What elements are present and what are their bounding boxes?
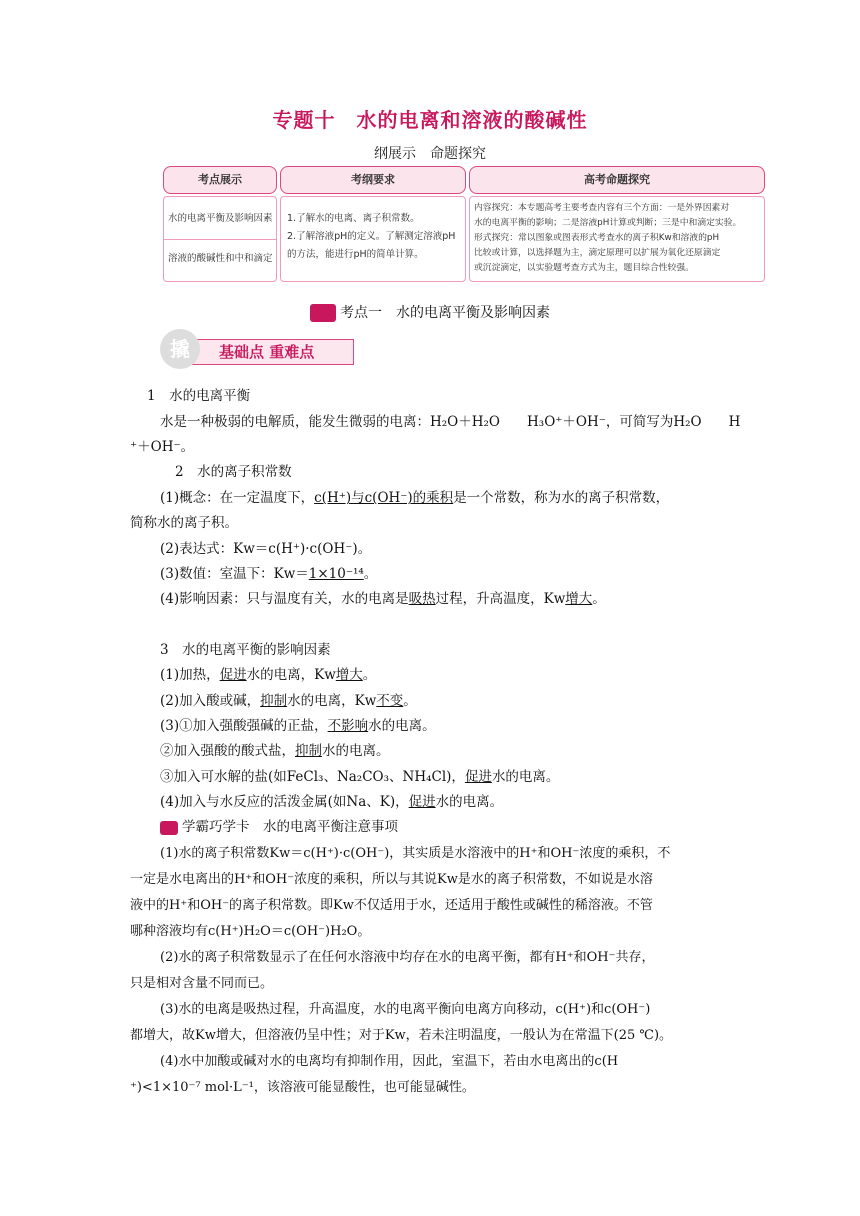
paragraph-line: (3)水的电离是吸热过程，升高温度，水的电离平衡向电离方向移动，c(H⁺)和c(OH⁻)	[160, 1002, 651, 1017]
table-text: 比较或计算，以选择题为主，滴定原理可以扩展为氧化还原滴定	[474, 248, 721, 258]
answer-underline: 促进	[408, 794, 436, 810]
text: 过程，升高温度，Kw	[435, 591, 566, 607]
text: 水的电离。	[491, 769, 560, 785]
table-cell-r1: 水的电离平衡及影响因素	[168, 213, 273, 224]
paragraph-line: (1)水的离子积常数Kw＝c(H⁺)·c(OH⁻)，其实质是水溶液中的H⁺和OH⁻浓度的乘积，不	[160, 846, 671, 861]
answer-underline: 增大	[335, 667, 363, 683]
section-badge	[160, 329, 360, 369]
table-col-kaogang	[280, 196, 466, 282]
paragraph-line	[160, 714, 436, 734]
kaodian-heading	[0, 302, 860, 322]
answer-underline: 抑制	[295, 743, 322, 759]
text: (3)①加入强酸强碱的正盐，	[160, 718, 328, 734]
paragraph-line	[160, 587, 606, 607]
table-text: 1.了解水的电离、离子积常数。	[287, 213, 420, 224]
paragraph-line: 哪种溶液均有c(H⁺)H₂O＝c(OH⁻)H₂O。	[130, 924, 371, 939]
answer-underline: 不变	[376, 693, 404, 709]
text: ③加入可水解的盐(如FeCl₃、Na₂CO₃、NH₄Cl)，	[160, 769, 465, 785]
text: 。	[403, 693, 417, 709]
table-text: 的方法，能进行pH的简单计算。	[287, 249, 424, 260]
answer-underline: 增大	[565, 591, 593, 607]
tip-heading	[160, 815, 398, 835]
table-col-kaodian	[163, 196, 277, 282]
paragraph-line: 简称水的离子积。	[130, 515, 238, 531]
answer-underline: 抑制	[260, 693, 288, 709]
table-header-kaogang: 考纲要求	[280, 166, 466, 194]
text: (1)概念：在一定温度下，	[160, 490, 315, 506]
table-header-tanjiu: 高考命题探究	[469, 166, 765, 194]
paragraph-line	[160, 739, 390, 759]
badge-label: 基础点 重难点	[188, 339, 354, 365]
paragraph-line: ⁺＋OH⁻。	[130, 439, 195, 455]
table-text: 水的电离平衡的影响；二是溶液pH计算或判断；三是中和滴定实验。	[474, 218, 742, 228]
text: 。	[363, 566, 378, 582]
paragraph-line: 都增大，故Kw增大，但溶液仍呈中性；对于Kw，若未注明温度，一般认为在常温下(25 ℃)。	[130, 1028, 673, 1043]
text: (3)数值：室温下：Kw＝	[160, 566, 309, 582]
text: (2)加入酸或碱，	[160, 693, 261, 709]
table-text: 或沉淀滴定，以实验题考查方式为主，题目综合性较强。	[474, 263, 694, 273]
paragraph-line	[160, 663, 376, 683]
overview-table	[163, 166, 765, 284]
answer-underline: 吸热	[408, 591, 436, 607]
text: (1)加热，	[160, 667, 220, 683]
section-heading: 1 水的电离平衡	[147, 388, 251, 404]
kaodian-label: 考点一 水的电离平衡及影响因素	[340, 305, 550, 321]
section-heading: 2 水的离子积常数	[175, 464, 292, 480]
text: (4)影响因素：只与温度有关，水的电离是	[160, 591, 409, 607]
answer-underline: 促进	[464, 769, 492, 785]
text: ②加入强酸的酸式盐，	[160, 743, 295, 759]
answer-underline: c(H⁺)与c(OH⁻)的乘积	[314, 490, 454, 506]
table-col-tanjiu	[469, 196, 765, 282]
table-header-kaodian: 考点展示	[163, 166, 277, 194]
kaodian-icon	[310, 304, 336, 322]
text: 是一个常数，称为水的离子积常数，	[453, 490, 670, 506]
table-text: 内容探究：本专题高考主要考查内容有三个方面：一是外界因素对	[474, 203, 730, 213]
paragraph-line	[160, 790, 503, 810]
text: 水的电离，Kw	[246, 667, 336, 683]
page-title: 专题十 水的电离和溶液的酸碱性	[272, 108, 588, 132]
tip-label: 学霸巧学卡 水的电离平衡注意事项	[182, 819, 398, 835]
paragraph-line: 水是一种极弱的电解质，能发生微弱的电离：H₂O＋H₂O H₃O⁺＋OH⁻，可简写为H₂O H	[160, 414, 741, 430]
paragraph-line	[160, 562, 377, 582]
answer-underline: 不影响	[327, 718, 369, 734]
paragraph-line	[160, 486, 669, 506]
text: (4)加入与水反应的活泼金属(如Na、K)，	[160, 794, 409, 810]
table-text: 2.了解溶液pH的定义。了解测定溶液pH	[287, 231, 456, 242]
badge-circle-icon: 撬	[160, 329, 200, 369]
paragraph-line: 只是相对含量不同而已。	[130, 976, 274, 991]
page-subtitle: 纲展示 命题探究	[374, 146, 486, 162]
tip-icon	[160, 821, 178, 835]
paragraph-line: (4)水中加酸或碱对水的电离均有抑制作用，因此，室温下，若由水电离出的c(H	[160, 1054, 619, 1069]
paragraph-line: ⁺)<1×10⁻⁷ mol·L⁻¹，该溶液可能显酸性，也可能显碱性。	[130, 1080, 475, 1095]
section-heading: 3 水的电离平衡的影响因素	[160, 642, 331, 658]
answer-underline: 1×10⁻¹⁴	[308, 566, 364, 582]
paragraph-line	[160, 689, 417, 709]
table-text: 形式探究：常以图象或图表形式考查水的离子积Kw和溶液的pH	[474, 233, 720, 243]
text: 水的电离。	[322, 743, 390, 759]
table-cell-r2: 溶液的酸碱性和中和滴定	[168, 253, 273, 264]
paragraph-line: 一定是水电离出的H⁺和OH⁻浓度的乘积，所以与其说Kw是水的离子积常数，不如说是水溶	[130, 872, 653, 887]
text: 水的电离。	[368, 718, 436, 734]
paragraph-line: (2)表达式：Kw＝c(H⁺)·c(OH⁻)。	[160, 541, 372, 557]
paragraph-line	[160, 765, 559, 785]
text: 。	[592, 591, 606, 607]
text: 水的电离，Kw	[287, 693, 377, 709]
paragraph-line: 液中的H⁺和OH⁻的离子积常数。即Kw不仅适用于水，还适用于酸性或碱性的稀溶液。不管	[130, 898, 653, 913]
answer-underline: 促进	[219, 667, 247, 683]
paragraph-line: (2)水的离子积常数显示了在任何水溶液中均存在水的电离平衡，都有H⁺和OH⁻共存，	[160, 950, 655, 965]
text: 。	[362, 667, 377, 683]
text: 水的电离。	[435, 794, 504, 810]
